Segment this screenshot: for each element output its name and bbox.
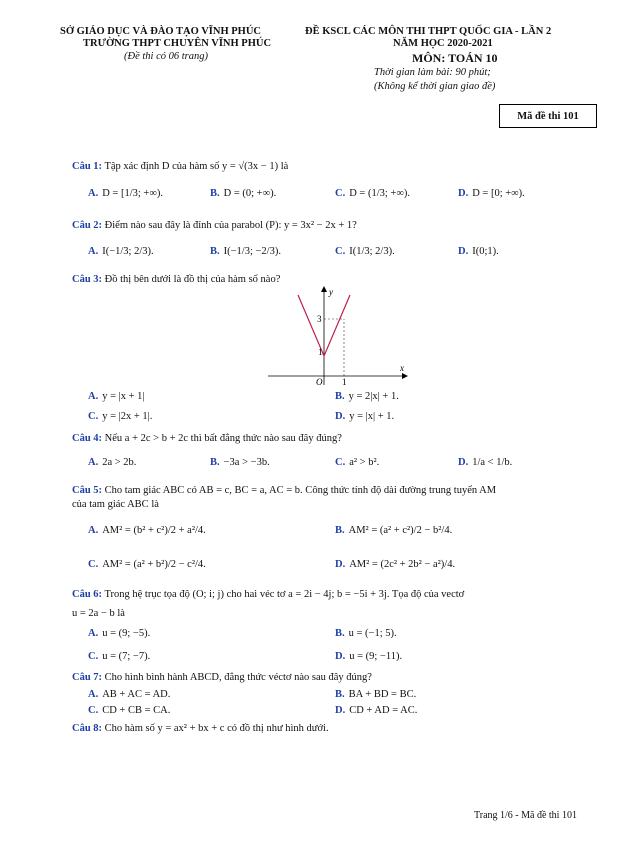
q4-option-c: C. a² > b². — [335, 457, 380, 468]
q7-option-c: C. CD + CB = CA. — [88, 705, 171, 716]
q6-option-b: B. u = (−1; 5). — [335, 628, 397, 639]
question-7: Câu 7: Cho hình bình hành ABCD, đẳng thức véctơ nào sau đây đúng? — [72, 672, 372, 683]
question-4: Câu 4: Nếu a + 2c > b + 2c thì bất đẳng thức nào sau đây đúng? — [72, 433, 342, 444]
q2-option-b: B. I(−1/3; −2/3). — [210, 246, 281, 257]
school-year: NĂM HỌC 2020-2021 — [393, 38, 493, 49]
q4-option-a: A. 2a > 2b. — [88, 457, 137, 468]
q3-option-b: B. y = 2|x| + 1. — [335, 391, 399, 402]
question-8: Câu 8: Cho hàm số y = ax² + bx + c có đồ thị như hình dưới. — [72, 723, 329, 734]
q5-option-a: A. AM² = (b² + c²)/2 + a²/4. — [88, 525, 206, 536]
q1-option-c: C. D = (1/3; +∞). — [335, 188, 410, 199]
exam-time-note: (Không kể thời gian giao đề) — [374, 81, 496, 92]
exam-time: Thời gian làm bài: 90 phút; — [374, 67, 491, 78]
question-1: Câu 1: Tập xác định D của hàm số y = √(3x − 1) là — [72, 161, 289, 172]
q4-option-d: D. 1/a < 1/b. — [458, 457, 513, 468]
exam-code-box: Mã đề thi 101 — [499, 104, 597, 128]
pages-note: (Đề thi có 06 trang) — [124, 51, 208, 62]
q6-option-c: C. u = (7; −7). — [88, 651, 151, 662]
q6-option-d: D. u = (9; −11). — [335, 651, 403, 662]
question-5-cont: của tam giác ABC là — [72, 499, 159, 510]
tick-y-3: 3 — [317, 314, 322, 324]
q3-option-c: C. y = |2x + 1|. — [88, 411, 153, 422]
x-axis-arrow — [402, 373, 408, 379]
q3-graph — [268, 285, 408, 387]
q3-option-d: D. y = |x| + 1. — [335, 411, 395, 422]
x-label: x — [400, 363, 404, 373]
exam-title: ĐỀ KSCL CÁC MÔN THI THPT QUỐC GIA - LẦN 2 — [305, 26, 552, 37]
subject: MÔN: TOÁN 10 — [412, 51, 498, 65]
question-3: Câu 3: Đồ thị bên dưới là đồ thị của hàm số nào? — [72, 274, 281, 285]
q5-option-d: D. AM² = (2c² + 2b² − a²)/4. — [335, 559, 456, 570]
origin-label: O — [316, 377, 323, 387]
school-name: TRƯỜNG THPT CHUYÊN VĨNH PHÚC — [83, 38, 272, 49]
question-6-cont: u = 2a − b là — [72, 608, 125, 619]
question-5: Câu 5: Cho tam giác ABC có AB = c, BC = a, AC = b. Công thức tính độ dài đường trung tuyến AM — [72, 485, 497, 496]
q2-option-c: C. I(1/3; 2/3). — [335, 246, 395, 257]
tick-x-1: 1 — [342, 377, 347, 387]
q2-option-a: A. I(−1/3; 2/3). — [88, 246, 154, 257]
q7-option-d: D. CD + AD = AC. — [335, 705, 418, 716]
y-label: y — [329, 287, 333, 297]
q7-option-a: A. AB + AC = AD. — [88, 689, 171, 700]
q5-option-b: B. AM² = (a² + c²)/2 − b²/4. — [335, 525, 453, 536]
q2-option-d: D. I(0;1). — [458, 246, 499, 257]
question-2: Câu 2: Điểm nào sau đây là đỉnh của parabol (P): y = 3x² − 2x + 1? — [72, 220, 357, 231]
q7-option-b: B. BA + BD = BC. — [335, 689, 417, 700]
q3-option-a: A. y = |x + 1| — [88, 391, 145, 402]
q4-option-b: B. −3a > −3b. — [210, 457, 270, 468]
q5-option-c: C. AM² = (a² + b²)/2 − c²/4. — [88, 559, 206, 570]
q6-option-a: A. u = (9; −5). — [88, 628, 151, 639]
q1-option-a: A. D = [1/3; +∞). — [88, 188, 163, 199]
tick-y-1: 1 — [318, 347, 323, 357]
dept-name: SỞ GIÁO DỤC VÀ ĐÀO TẠO VĨNH PHÚC — [60, 26, 261, 37]
y-axis-arrow — [321, 286, 327, 292]
q1-option-d: D. D = [0; +∞). — [458, 188, 525, 199]
question-6: Câu 6: Trong hệ trục tọa độ (O; i; j) cho hai véc tơ a = 2i − 4j; b = −5i + 3j. Tọa độ của vectơ — [72, 589, 465, 600]
q1-option-b: B. D = (0; +∞). — [210, 188, 277, 199]
page-footer: Trang 1/6 - Mã đề thi 101 — [474, 810, 577, 821]
